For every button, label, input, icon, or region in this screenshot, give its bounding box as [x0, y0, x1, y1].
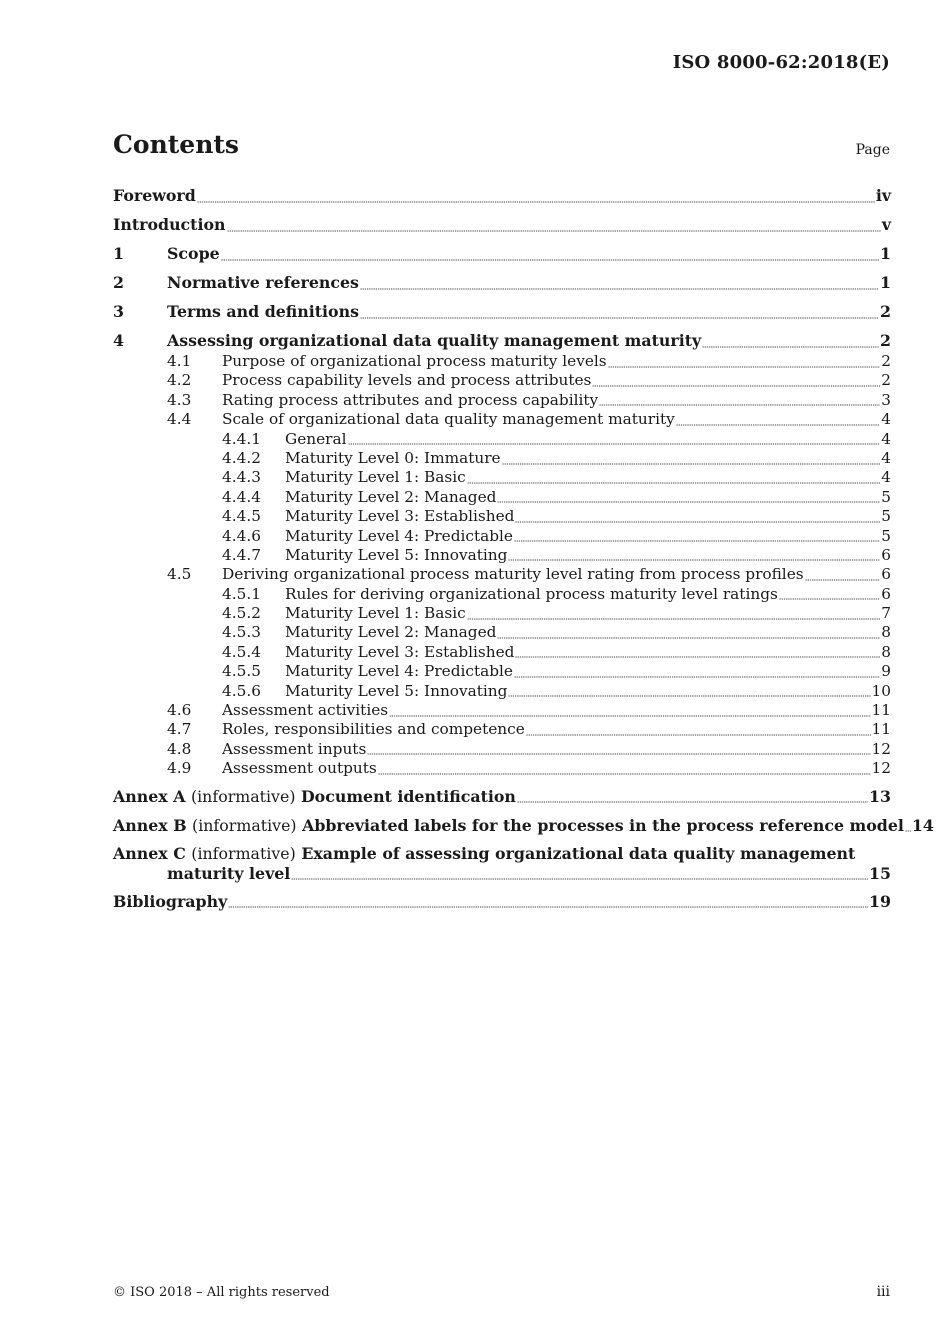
dot-leader	[514, 527, 880, 546]
toc-entry-title: Maturity Level 2: Managed	[285, 487, 497, 506]
toc-entry-title: Rules for deriving organizational process maturity level ratings	[285, 584, 778, 603]
toc-entry-page: 6	[881, 545, 891, 564]
dot-leader	[599, 391, 880, 410]
toc-entry-number: 4.4	[167, 410, 192, 429]
toc-entry-page: 19	[869, 891, 891, 911]
dot-leader	[197, 185, 875, 207]
toc-entry-title: Rating process attributes and process capability	[222, 390, 599, 409]
toc-entry[interactable]	[113, 352, 891, 371]
toc-entry-number: 4.5.3	[222, 623, 261, 642]
toc-entry-title: Bibliography	[113, 891, 228, 911]
toc-entry-annex-a[interactable]	[113, 786, 891, 808]
toc-entry-page: 4	[881, 429, 891, 448]
toc-entry-title: Annex B (informative) Abbreviated labels for the processes in the process reference model	[113, 815, 904, 835]
toc-entry-title: Scale of organizational data quality management maturity	[222, 410, 675, 429]
toc-entry-number: 4	[113, 331, 124, 350]
toc-entry-number: 4.5.6	[222, 681, 261, 700]
toc-entry-page: 8	[881, 642, 891, 661]
toc-entry-title: Maturity Level 5: Innovating	[285, 545, 508, 564]
toc-entry-page: 5	[881, 487, 891, 506]
toc-entry-page: 2	[880, 302, 891, 321]
toc-entry-number: 4.2	[167, 371, 192, 390]
toc-entry-page: 8	[881, 623, 891, 642]
dot-leader	[227, 214, 881, 236]
toc-entry-title: Maturity Level 3: Established	[285, 642, 515, 661]
dot-leader	[905, 815, 911, 837]
toc-entry-number: 4.4.4	[222, 487, 261, 506]
dot-leader	[805, 565, 881, 584]
toc-entry[interactable]	[113, 701, 891, 720]
toc-entry-page: 1	[880, 244, 891, 263]
toc-entry-page: 2	[881, 352, 891, 370]
dot-leader	[497, 623, 880, 642]
toc-entry-title: Terms and definitions	[167, 302, 359, 321]
dot-leader	[467, 468, 881, 487]
toc-entry-title: Purpose of organizational process maturity levels	[222, 352, 607, 370]
toc-entry-bibliography[interactable]	[113, 891, 891, 913]
toc-entry-title: Maturity Level 4: Predictable	[285, 662, 513, 681]
toc-entry-number: 4.7	[167, 720, 192, 739]
toc-entry[interactable]	[113, 682, 891, 701]
toc-entry-title: Roles, responsibilities and competence	[222, 720, 525, 739]
toc-entry-number: 4.5.4	[222, 642, 261, 661]
toc-entry-number: 4.4.6	[222, 526, 261, 545]
toc-entry-title: Process capability levels and process attributes	[222, 371, 592, 390]
toc-entry-number: 4.3	[167, 390, 192, 409]
toc-entry-title: Assessing organizational data quality management maturity	[167, 331, 702, 350]
toc-entry[interactable]	[113, 301, 891, 323]
toc-entry[interactable]	[113, 488, 891, 507]
toc-entry-number: 4.4.7	[222, 545, 261, 564]
dot-leader	[502, 449, 881, 468]
toc-entry-page: 15	[869, 863, 891, 883]
toc-entry-page: 2	[881, 371, 891, 390]
toc-entry-page: 11	[871, 720, 891, 739]
toc-entry-page: 6	[881, 584, 891, 603]
toc-entry-title: Annex A (informative) Document identification	[113, 786, 516, 806]
toc-entry-number: 4.6	[167, 701, 192, 720]
toc-entry-page: 4	[881, 410, 891, 429]
toc-entry-page: 13	[869, 786, 891, 806]
toc-entry[interactable]	[113, 740, 891, 759]
toc-entry[interactable]	[113, 623, 891, 642]
toc-entry[interactable]	[113, 371, 891, 390]
toc-entry[interactable]	[113, 410, 891, 429]
toc-entry-title: Maturity Level 4: Predictable	[285, 526, 513, 545]
dot-leader	[348, 430, 881, 449]
toc-entry-number: 4.5.2	[222, 604, 261, 623]
dot-leader	[592, 371, 880, 390]
toc-entry-page: 12	[871, 739, 891, 758]
dot-leader	[360, 301, 879, 323]
dot-leader	[367, 740, 870, 759]
toc-entry-page: v	[881, 215, 891, 234]
table-of-contents	[113, 185, 934, 913]
toc-entry-page: 11	[871, 701, 891, 720]
toc-entry-title: Assessment activities	[222, 701, 389, 720]
toc-entry-title: Maturity Level 5: Innovating	[285, 681, 508, 700]
toc-entry[interactable]	[113, 391, 891, 410]
toc-entry[interactable]	[113, 565, 891, 584]
dot-leader	[360, 272, 879, 294]
toc-entry-title: Assessment outputs	[222, 759, 377, 778]
toc-entry-page: 10	[871, 681, 891, 700]
toc-entry-number: 4.4.5	[222, 507, 261, 526]
toc-entry-title: Foreword	[113, 186, 196, 205]
toc-entry-page: 14	[911, 815, 934, 835]
dot-leader	[702, 330, 879, 352]
dot-leader	[526, 720, 871, 739]
toc-entry-page: 9	[881, 662, 891, 681]
dot-leader	[608, 352, 881, 371]
toc-entry-title: Assessment inputs	[222, 739, 367, 758]
contents-heading: Contents	[113, 130, 240, 159]
dot-leader	[515, 507, 880, 526]
toc-entry-page: 6	[881, 565, 891, 584]
dot-leader	[228, 891, 868, 913]
dot-leader	[517, 786, 868, 808]
toc-entry[interactable]	[113, 185, 891, 207]
dot-leader	[389, 701, 870, 720]
dot-leader	[467, 604, 881, 623]
dot-leader	[508, 546, 880, 565]
toc-entry-number: 3	[113, 302, 124, 321]
document-identifier: ISO 8000-62:2018(E)	[672, 52, 890, 73]
toc-entry-title: Maturity Level 1: Basic	[285, 604, 466, 623]
toc-entry-number: 1	[113, 244, 124, 263]
toc-entry-title: Maturity Level 3: Established	[285, 507, 515, 526]
toc-entry-page: 5	[881, 526, 891, 545]
toc-entry-number: 4.4.1	[222, 429, 261, 448]
toc-entry-title: Scope	[167, 244, 220, 263]
toc-entry[interactable]	[113, 507, 891, 526]
toc-entry-number: 4.9	[167, 759, 192, 778]
toc-entry-title: General	[285, 429, 347, 448]
dot-leader	[378, 759, 871, 778]
toc-entry-number: 2	[113, 273, 124, 292]
toc-entry-page: 3	[881, 390, 891, 409]
toc-entry-title: Maturity Level 2: Managed	[285, 623, 497, 642]
toc-entry-title: Maturity Level 0: Immature	[285, 448, 501, 467]
dot-leader	[515, 643, 880, 662]
toc-entry-number: 4.8	[167, 739, 192, 758]
toc-entry-title: Normative references	[167, 273, 359, 292]
toc-entry-number: 4.4.2	[222, 448, 261, 467]
toc-main-entries	[113, 185, 891, 779]
toc-entry[interactable]	[113, 330, 891, 352]
copyright-notice: © ISO 2018 – All rights reserved	[113, 1285, 330, 1300]
toc-entry-title: Maturity Level 1: Basic	[285, 468, 466, 487]
toc-entry-page: 2	[880, 331, 891, 350]
toc-entry-number: 4.4.3	[222, 468, 261, 487]
dot-leader	[508, 682, 870, 701]
toc-entry[interactable]	[113, 643, 891, 662]
toc-entry[interactable]	[113, 468, 891, 487]
toc-entry[interactable]	[113, 272, 891, 294]
toc-entry[interactable]	[113, 604, 891, 623]
toc-entry[interactable]	[113, 527, 891, 546]
toc-entry-title: Annex C (informative) Example of assessing organizational data quality management	[113, 843, 856, 863]
toc-entry-page: 1	[880, 273, 891, 292]
page-number: iii	[876, 1284, 890, 1300]
toc-entry[interactable]	[113, 585, 891, 604]
toc-entry[interactable]	[113, 243, 891, 265]
dot-leader	[221, 243, 879, 265]
toc-entry[interactable]	[113, 759, 891, 778]
dot-leader	[779, 585, 880, 604]
toc-entry-number: 4.5.1	[222, 584, 261, 603]
toc-entry-title: Introduction	[113, 215, 226, 234]
toc-entry-annex-c[interactable]	[113, 844, 891, 884]
toc-entry[interactable]	[113, 214, 891, 236]
toc-entry-page: iv	[875, 186, 891, 205]
toc-entry[interactable]	[113, 720, 891, 739]
toc-entry[interactable]	[113, 662, 891, 681]
dot-leader	[514, 662, 880, 681]
toc-entry[interactable]	[113, 449, 891, 468]
toc-entry-title-continued: maturity level	[167, 863, 291, 883]
toc-entry-title: Deriving organizational process maturity level rating from process profiles	[222, 565, 804, 584]
toc-entry-page: 7	[881, 604, 891, 623]
toc-entry-page: 12	[871, 759, 891, 778]
dot-leader	[497, 488, 880, 507]
toc-entry-page: 4	[881, 448, 891, 467]
toc-entry-number: 4.1	[167, 352, 192, 370]
toc-entry-annex-b[interactable]	[113, 815, 934, 837]
toc-entry[interactable]	[113, 546, 891, 565]
toc-entry-number: 4.5	[167, 565, 192, 584]
toc-entry-number: 4.5.5	[222, 662, 261, 681]
dot-leader	[676, 410, 881, 429]
page-column-label: Page	[855, 142, 890, 158]
toc-entry[interactable]	[113, 430, 891, 449]
dot-leader	[291, 864, 868, 884]
toc-entry-page: 5	[881, 507, 891, 526]
toc-entry-page: 4	[881, 468, 891, 487]
